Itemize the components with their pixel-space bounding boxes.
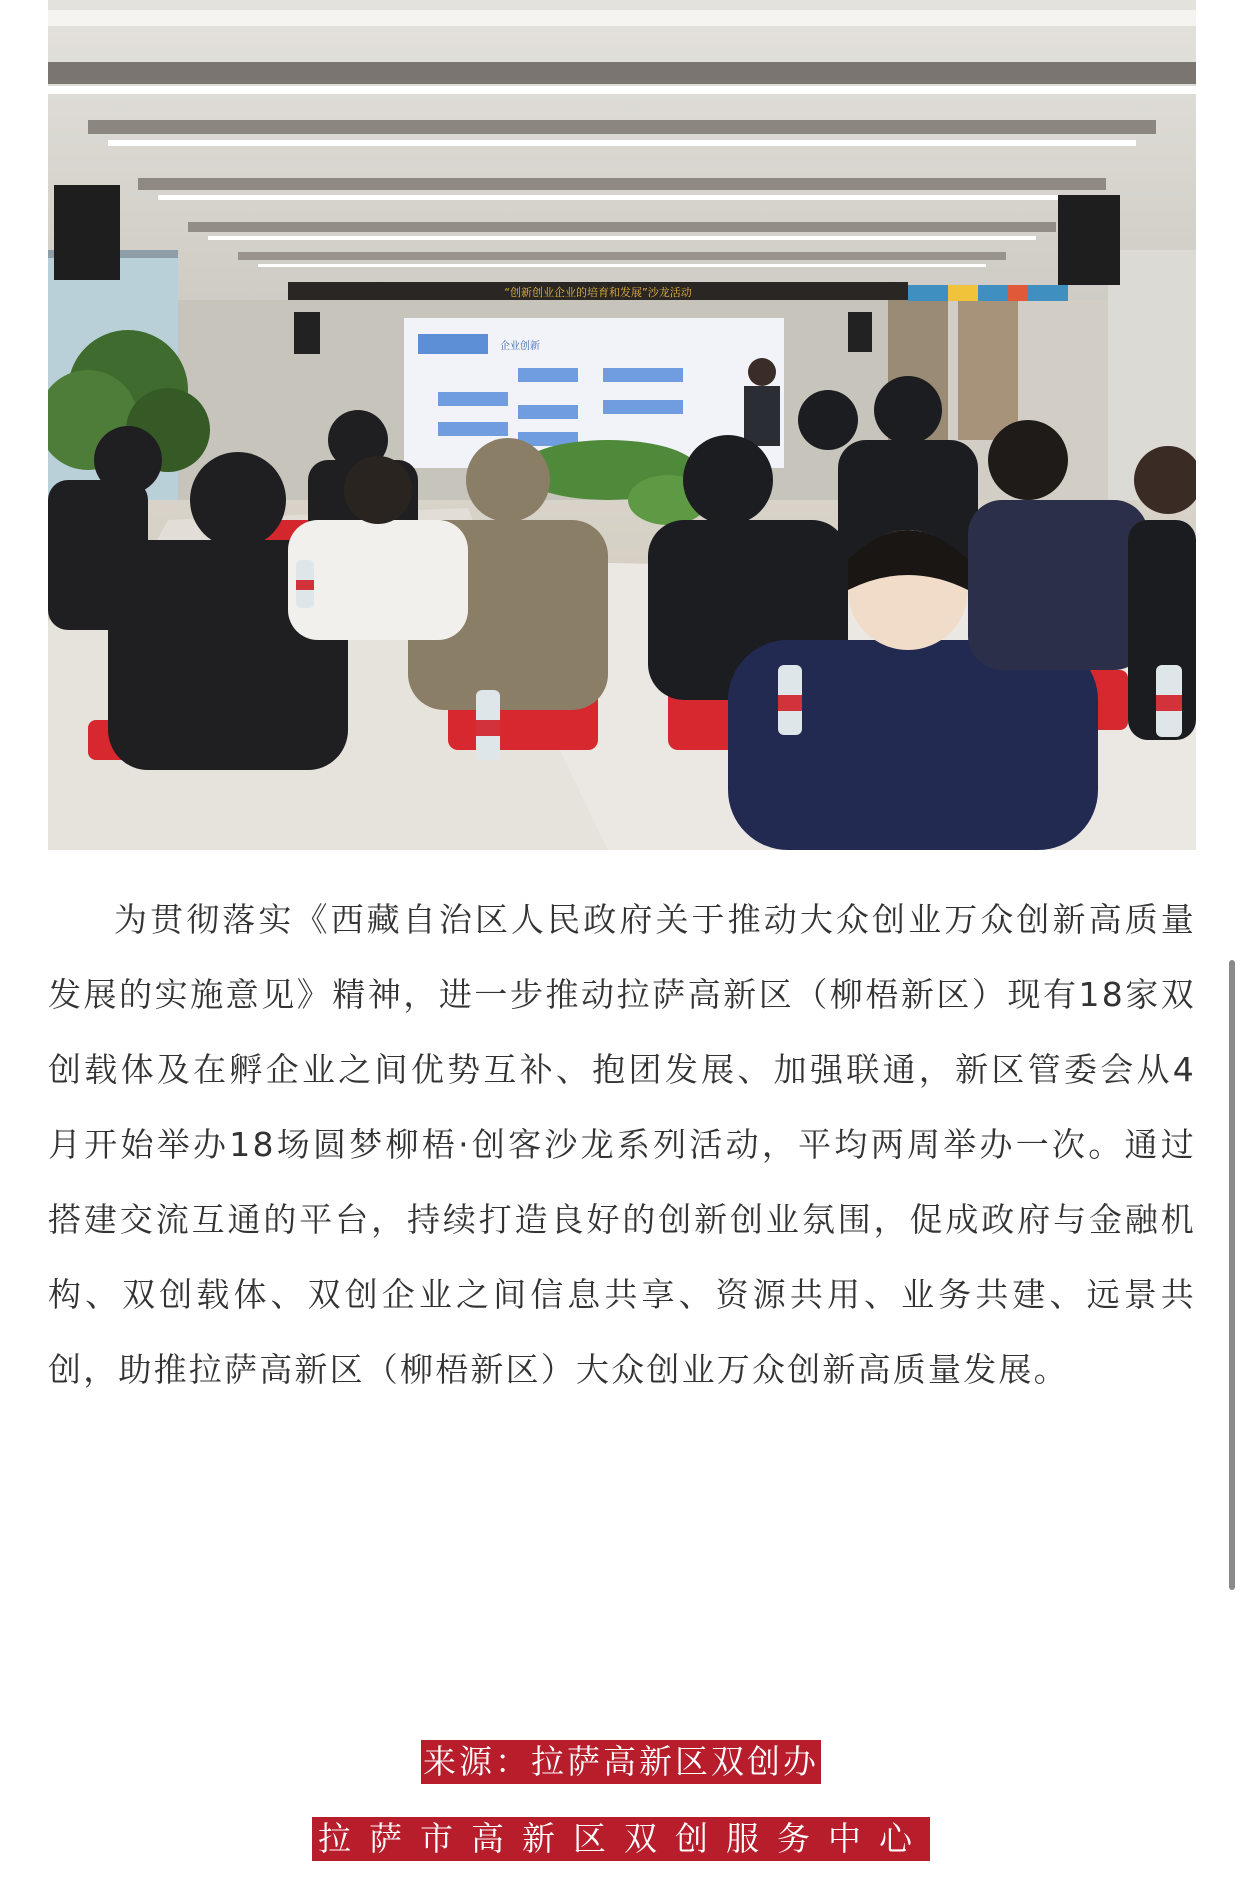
article-paragraph: 为贯彻落实《西藏自治区人民政府关于推动大众创业万众创新高质量发展的实施意见》精神，进一步推动拉萨高新区（柳梧新区）现有18家双创载体及在孵企业之间优势互补、抱团发展、加强联通，新区管委会从4月开始举办18场圆梦柳梧·创客沙龙系列活动，平均两周举办一次。通过搭建交流互通的平台，持续打造良好的创新创业氛围，促成政府与金融机构、双创载体、双创企业之间信息共享、资源共用、业务共建、远景共创，助推拉萨高新区（柳梧新区）大众创业万众创新高质量发展。 — [48, 900, 1196, 1389]
organization-caption-row — [0, 1817, 1242, 1861]
source-caption-row — [0, 1740, 1242, 1784]
banner-text: “创新创业企业的培育和发展”沙龙活动 — [504, 286, 692, 299]
organization-caption: 拉萨市高新区双创服务中心 — [312, 1817, 930, 1861]
slide-heading: 企业创新 — [500, 341, 540, 352]
event-photo-illustration — [48, 0, 1196, 850]
event-photo — [48, 0, 1196, 850]
source-caption: 来源：拉萨高新区双创办 — [421, 1740, 821, 1784]
scrollbar[interactable] — [1229, 960, 1235, 1590]
